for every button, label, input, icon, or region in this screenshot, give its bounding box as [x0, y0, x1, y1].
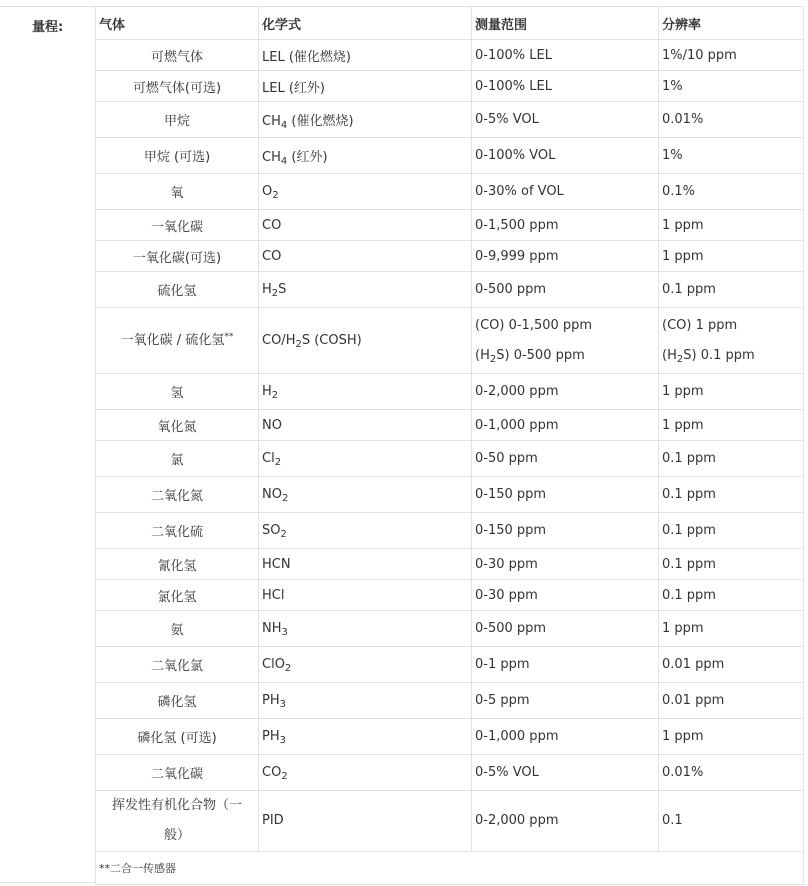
- table-row: [96, 71, 804, 102]
- gas-spec-table: [95, 6, 804, 885]
- resolution: 0.1 ppm: [659, 441, 804, 477]
- range: (CO) 0-1,500 ppm $(H_2S)$ 0-500 ppm: [472, 308, 659, 374]
- range: 0-5% VOL: [472, 102, 659, 138]
- resolution: 0.1 ppm: [659, 549, 804, 580]
- formula: HCl: [259, 580, 472, 611]
- range: 0-100% VOL: [472, 138, 659, 174]
- resolution: 1 ppm: [659, 719, 804, 755]
- range: 0-100% LEL: [472, 71, 659, 102]
- table-header-row: [96, 7, 804, 40]
- formula: $H_2S$: [259, 272, 472, 308]
- range: 0-1,000 ppm: [472, 719, 659, 755]
- gas-name: 氢: [96, 374, 259, 410]
- table-row: [96, 611, 804, 647]
- gas-name: 二氧化氮: [96, 477, 259, 513]
- range: 0-500 ppm: [472, 272, 659, 308]
- resolution: 0.01 ppm: [659, 647, 804, 683]
- gas-name: 可燃气体(可选): [96, 71, 259, 102]
- gas-name: 磷化氢: [96, 683, 259, 719]
- table-row: [96, 647, 804, 683]
- gas-name: 氨: [96, 611, 259, 647]
- gas-name: 氰化氢: [96, 549, 259, 580]
- formula: PID: [259, 791, 472, 852]
- formula: NO: [259, 410, 472, 441]
- range: 0-9,999 ppm: [472, 241, 659, 272]
- gas-name: 磷化氢 (可选): [96, 719, 259, 755]
- table-row: [96, 791, 804, 852]
- resolution: 0.01 ppm: [659, 683, 804, 719]
- table-row: [96, 210, 804, 241]
- gas-name: 氯化氢: [96, 580, 259, 611]
- resolution: 0.1 ppm: [659, 513, 804, 549]
- table-row: [96, 174, 804, 210]
- range: 0-2,000 ppm: [472, 374, 659, 410]
- table-row: [96, 40, 804, 71]
- resolution: 1%: [659, 138, 804, 174]
- range: 0-150 ppm: [472, 477, 659, 513]
- gas-name: 一氧化碳 / 硫化氢**: [96, 308, 259, 374]
- resolution: 0.01%: [659, 755, 804, 791]
- formula: LEL (催化燃烧): [259, 40, 472, 71]
- formula: $SO_2$: [259, 513, 472, 549]
- table-row: [96, 719, 804, 755]
- gas-name: 甲烷 (可选): [96, 138, 259, 174]
- resolution: 1 ppm: [659, 241, 804, 272]
- resolution: 1 ppm: [659, 410, 804, 441]
- table-footnote-row: [96, 852, 804, 885]
- table-row: [96, 513, 804, 549]
- header-gas: 气体: [96, 7, 259, 40]
- table-row: [96, 683, 804, 719]
- formula: $CO/H_2S$ (COSH): [259, 308, 472, 374]
- range: 0-50 ppm: [472, 441, 659, 477]
- gas-name: 二氧化碳: [96, 755, 259, 791]
- table-row: [96, 374, 804, 410]
- table-row: [96, 441, 804, 477]
- resolution: 0.1 ppm: [659, 580, 804, 611]
- gas-name: 一氧化碳(可选): [96, 241, 259, 272]
- table-row: [96, 755, 804, 791]
- table-row: [96, 102, 804, 138]
- range-label: 量程:: [32, 20, 64, 35]
- formula: CO: [259, 241, 472, 272]
- formula: $Cl_2$: [259, 441, 472, 477]
- range: 0-30% of VOL: [472, 174, 659, 210]
- table-row: [96, 138, 804, 174]
- formula: $PH_3$: [259, 719, 472, 755]
- resolution: 0.1 ppm: [659, 272, 804, 308]
- resolution: 1%/10 ppm: [659, 40, 804, 71]
- formula: $NO_2$: [259, 477, 472, 513]
- formula: $H_2$: [259, 374, 472, 410]
- resolution: 1 ppm: [659, 374, 804, 410]
- gas-name: 硫化氢: [96, 272, 259, 308]
- gas-name: 甲烷: [96, 102, 259, 138]
- gas-name: 氧化氮: [96, 410, 259, 441]
- header-range: 测量范围: [472, 7, 659, 40]
- header-formula: 化学式: [259, 7, 472, 40]
- range: 0-500 ppm: [472, 611, 659, 647]
- gas-name: 氯: [96, 441, 259, 477]
- resolution: 0.1: [659, 791, 804, 852]
- header-resolution: 分辨率: [659, 7, 804, 40]
- table-row: [96, 410, 804, 441]
- range: 0-30 ppm: [472, 580, 659, 611]
- resolution: 0.01%: [659, 102, 804, 138]
- range: 0-5 ppm: [472, 683, 659, 719]
- formula: $CH_4$ (红外): [259, 138, 472, 174]
- gas-name: 氧: [96, 174, 259, 210]
- gas-name: 可燃气体: [96, 40, 259, 71]
- range: 0-1,000 ppm: [472, 410, 659, 441]
- range: 0-2,000 ppm: [472, 791, 659, 852]
- resolution: 1 ppm: [659, 611, 804, 647]
- formula: CO: [259, 210, 472, 241]
- formula: LEL (红外): [259, 71, 472, 102]
- table-row: [96, 272, 804, 308]
- resolution: 1%: [659, 71, 804, 102]
- formula: $PH_3$: [259, 683, 472, 719]
- resolution: 1 ppm: [659, 210, 804, 241]
- table-row: [96, 241, 804, 272]
- formula: ClO$_2$: [259, 647, 472, 683]
- gas-name: 二氧化氯: [96, 647, 259, 683]
- range: 0-1 ppm: [472, 647, 659, 683]
- formula: $CH_4$ (催化燃烧): [259, 102, 472, 138]
- range: 0-1,500 ppm: [472, 210, 659, 241]
- formula: $O_2$: [259, 174, 472, 210]
- resolution: 0.1%: [659, 174, 804, 210]
- formula: HCN: [259, 549, 472, 580]
- table-row: [96, 308, 804, 374]
- resolution: 0.1 ppm: [659, 477, 804, 513]
- table-row: [96, 477, 804, 513]
- range: 0-150 ppm: [472, 513, 659, 549]
- range: 0-100% LEL: [472, 40, 659, 71]
- resolution: (CO) 1 ppm $(H_2S)$ 0.1 ppm: [659, 308, 804, 374]
- footnote: **二合一传感器: [96, 852, 804, 885]
- range: 0-30 ppm: [472, 549, 659, 580]
- formula: $CO_2$: [259, 755, 472, 791]
- gas-name: 挥发性有机化合物（一 般）: [96, 791, 259, 852]
- formula: $NH_3$: [259, 611, 472, 647]
- range: 0-5% VOL: [472, 755, 659, 791]
- gas-name: 二氧化硫: [96, 513, 259, 549]
- table-row: [96, 580, 804, 611]
- range-label-cell: [0, 6, 95, 883]
- gas-name: 一氧化碳: [96, 210, 259, 241]
- table-row: [96, 549, 804, 580]
